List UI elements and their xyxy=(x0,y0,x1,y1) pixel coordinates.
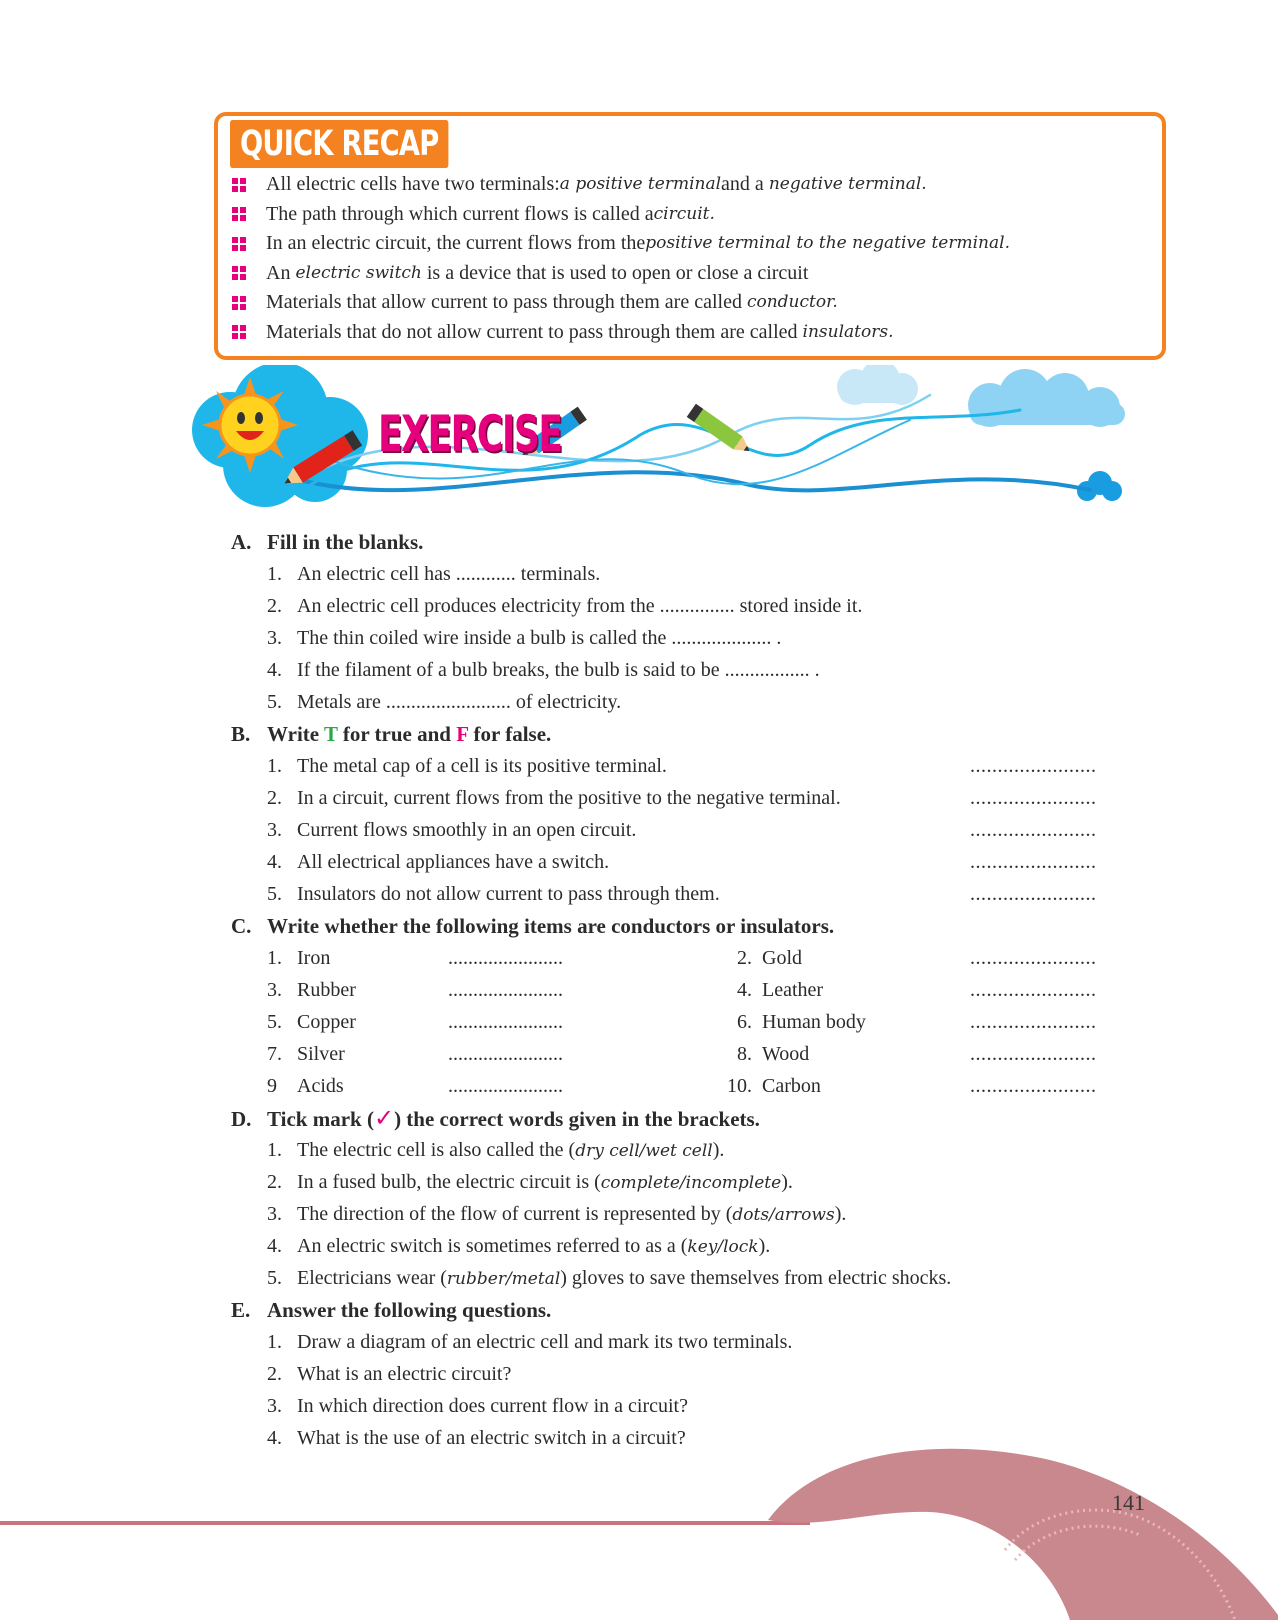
cross-bullet-icon xyxy=(232,325,246,339)
answer-blank: ....................... xyxy=(970,851,1097,873)
tick-item: 3. The direction of the flow of current is represented by (dots/arrows). xyxy=(267,1203,847,1225)
recap-item: The path through which current flows is called a circuit. xyxy=(232,200,1010,230)
material-item: 8. Wood xyxy=(737,1043,810,1065)
fill-blank-item: 5. Metals are ......................... of electricity. xyxy=(267,691,622,713)
material-item: 1. Iron xyxy=(267,947,331,969)
true-false-item: 5. Insulators do not allow current to pass through them. xyxy=(267,883,720,905)
material-item: 2. Gold xyxy=(737,947,802,969)
recap-item: All electric cells have two terminals: a positive terminal and a negative terminal. xyxy=(232,170,1010,200)
answer-blank: ....................... xyxy=(970,1043,1097,1065)
answer-blank: ....................... xyxy=(970,819,1097,841)
cross-bullet-icon xyxy=(232,296,246,310)
recap-item: In an electric circuit, the current flows from the positive terminal to the negative terminal. xyxy=(232,229,1010,259)
tick-item: 1. The electric cell is also called the (dry cell/wet cell). xyxy=(267,1139,725,1161)
answer-blank: ....................... xyxy=(448,1075,563,1097)
light-blue-cloud-icon xyxy=(968,369,1125,427)
recap-item: Materials that do not allow current to pass through them are called insulators. xyxy=(232,318,1010,348)
answer-blank: ....................... xyxy=(970,787,1097,809)
fill-blank-item: 3. The thin coiled wire inside a bulb is called the .................... . xyxy=(267,627,782,649)
footer-rule xyxy=(0,1521,810,1525)
smiling-sun-icon xyxy=(202,377,298,473)
tick-item: 2. In a fused bulb, the electric circuit is (complete/incomplete). xyxy=(267,1171,793,1193)
material-item: 6. Human body xyxy=(737,1011,866,1033)
section-c-heading: C. Write whether the following items are conductors or insulators. xyxy=(231,914,835,938)
material-item: 7. Silver xyxy=(267,1043,345,1065)
material-item: 3. Rubber xyxy=(267,979,356,1001)
tick-mark-icon: ✓ xyxy=(373,1104,395,1132)
question-item: 2. What is an electric circuit? xyxy=(267,1363,512,1385)
answer-blank: ....................... xyxy=(448,979,563,1001)
answer-blank: ....................... xyxy=(970,979,1097,1001)
exercise-title: EXERCISE xyxy=(378,405,562,463)
tick-item: 4. An electric switch is sometimes referred to as a (key/lock). xyxy=(267,1235,771,1257)
cross-bullet-icon xyxy=(232,266,246,280)
material-item: 4. Leather xyxy=(737,979,824,1001)
page-number: 141 xyxy=(1112,1490,1145,1515)
answer-blank: ....................... xyxy=(448,1011,563,1033)
question-item: 3. In which direction does current flow in a circuit? xyxy=(267,1395,688,1417)
quick-recap-title: QUICK RECAP xyxy=(230,120,448,168)
answer-blank: ....................... xyxy=(970,947,1097,969)
material-item: 5. Copper xyxy=(267,1011,356,1033)
true-false-item: 4. All electrical appliances have a switch. xyxy=(267,851,610,873)
recap-item: An electric switch is a device that is used to open or close a circuit xyxy=(232,259,1010,289)
section-e-heading: E. Answer the following questions. xyxy=(231,1298,552,1322)
recap-item: Materials that allow current to pass through them are called conductor. xyxy=(232,288,1010,318)
material-item: 10. Carbon xyxy=(727,1075,821,1097)
answer-blank: ....................... xyxy=(970,1011,1097,1033)
question-item: 1. Draw a diagram of an electric cell and mark its two terminals. xyxy=(267,1331,793,1353)
section-a-heading: A. Fill in the blanks. xyxy=(231,530,424,554)
tick-item: 5. Electricians wear (rubber/metal) gloves to save themselves from electric shocks. xyxy=(267,1267,952,1289)
answer-blank: ....................... xyxy=(970,755,1097,777)
fill-blank-item: 4. If the filament of a bulb breaks, the bulb is said to be ................. . xyxy=(267,659,820,681)
fill-blank-item: 1. An electric cell has ............ terminals. xyxy=(267,563,601,585)
light-cloud-icon xyxy=(837,365,918,405)
answer-blank: ....................... xyxy=(448,1043,563,1065)
material-item: 9 Acids xyxy=(267,1075,344,1097)
answer-blank: ....................... xyxy=(970,883,1097,905)
fill-blank-item: 2. An electric cell produces electricity from the ............... stored inside it. xyxy=(267,595,863,617)
true-false-item: 1. The metal cap of a cell is its positive terminal. xyxy=(267,755,667,777)
answer-blank: ....................... xyxy=(448,947,563,969)
section-b-heading: B. Write T for true and F for false. xyxy=(231,722,552,746)
true-false-item: 2. In a circuit, current flows from the positive to the negative terminal. xyxy=(267,787,841,809)
answer-blank: ....................... xyxy=(970,1075,1097,1097)
exercise-banner-illustration xyxy=(190,365,1170,530)
small-blue-cloud-icon xyxy=(1077,471,1122,501)
cross-bullet-icon xyxy=(232,207,246,221)
true-false-item: 3. Current flows smoothly in an open circuit. xyxy=(267,819,637,841)
footer-wave-decoration xyxy=(760,1440,1278,1620)
section-d-heading: D. Tick mark (✓) the correct words given in the brackets. xyxy=(231,1104,760,1132)
cross-bullet-icon xyxy=(232,178,246,192)
quick-recap-list xyxy=(232,170,1010,347)
cross-bullet-icon xyxy=(232,237,246,251)
question-item: 4. What is the use of an electric switch in a circuit? xyxy=(267,1427,686,1449)
